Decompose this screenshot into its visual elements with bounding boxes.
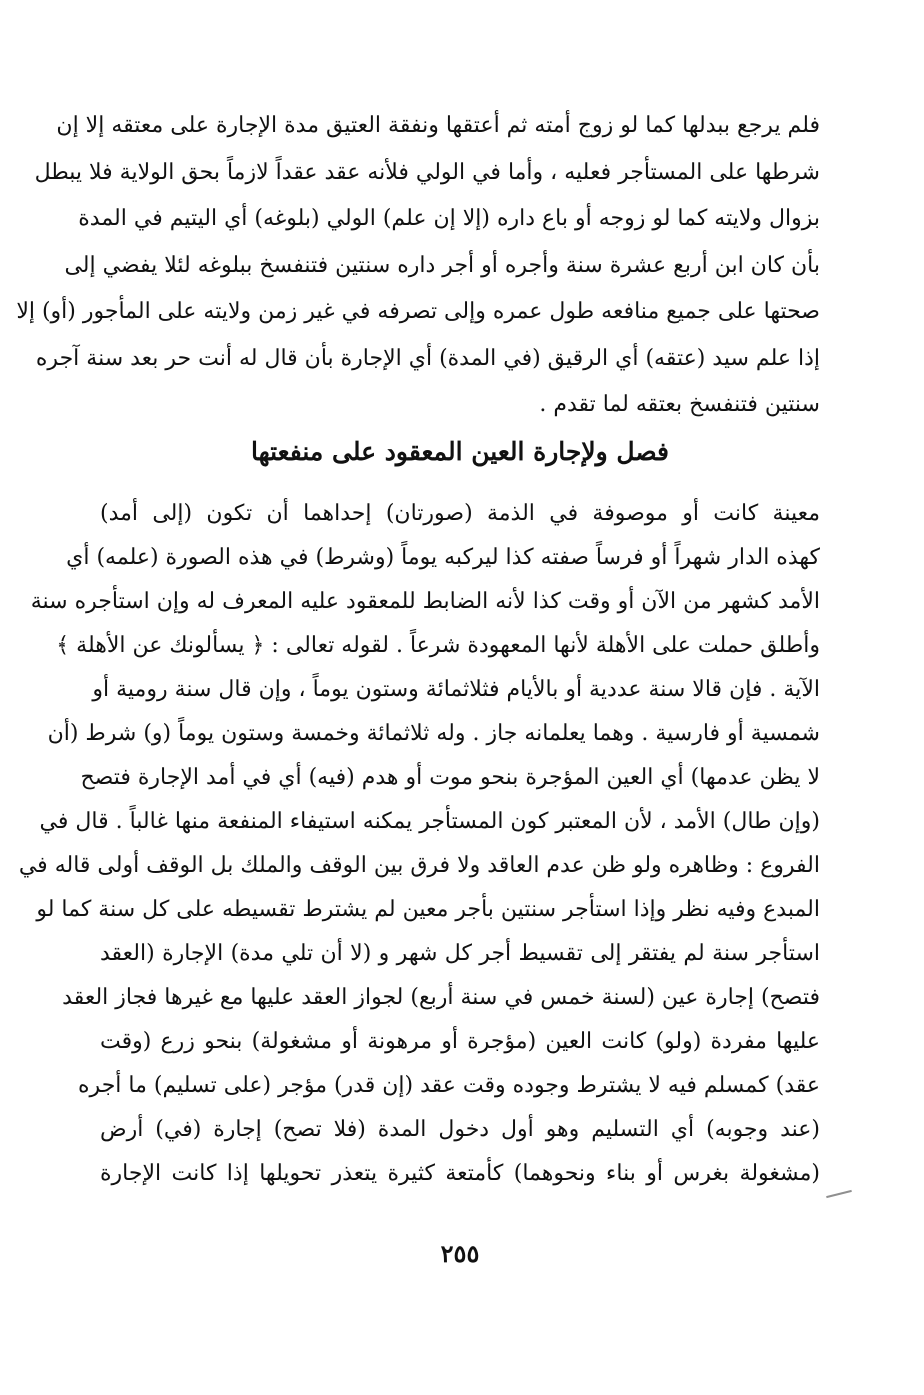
- text-line: وأطلق حملت على الأهلة لأنها المعهودة شرعاً . لقوله تعالى : ﴿ يسألونك عن الأهلة ﴾: [56, 633, 820, 658]
- text-line: معينة كانت أو موصوفة في الذمة (صورتان) إحداهما أن تكون (إلى أمد): [100, 501, 820, 526]
- page-number: ٢٥٥: [440, 1239, 480, 1268]
- text-line: صحتها على جميع منافعه طول عمره وإلى تصرفه في غير زمن ولايته على المأجور (أو) إلا: [16, 299, 820, 324]
- text-line: شرطها على المستأجر فعليه ، وأما في الولي فلأنه عقد عقداً لازماً بحق الولاية فلا يبطل: [34, 160, 820, 185]
- section-heading: فصل ولإجارة العين المعقود على منفعتها: [251, 437, 669, 466]
- text-line: (مشغولة بغرس أو بناء ونحوهما) كأمتعة كثيرة يتعذر تحويلها إذا كانت الإجارة: [100, 1161, 820, 1186]
- text-line: بأن كان ابن أربع عشرة سنة وأجره أو أجر داره سنتين فتنفسخ ببلوغه لئلا يفضي إلى: [64, 253, 820, 278]
- text-line: (وإن طال) الأمد ، لأن المعتبر كون المستأجر يمكنه استيفاء المنفعة منها غالباً . قال في: [39, 809, 820, 834]
- text-line: كهذه الدار شهراً أو فرساً صفته كذا ليركبه يوماً (وشرط) في هذه الصورة (علمه) أي: [66, 545, 820, 570]
- text-line: فتصح) إجارة عين (لسنة خمس في سنة أربع) لجواز العقد عليها مع غيرها فجاز العقد: [62, 985, 820, 1010]
- text-line: (عند وجوبه) أي التسليم وهو أول دخول المدة (فلا تصح) إجارة (في) أرض: [100, 1117, 820, 1142]
- text-line: شمسية أو فارسية . وهما يعلمانه جاز . وله ثلاثمائة وخمسة وستون يوماً (و) شرط (أن: [47, 721, 820, 746]
- text-line: سنتين فتنفسخ بعتقه لما تقدم .: [539, 392, 820, 417]
- text-line: لا يظن عدمها) أي العين المؤجرة بنحو موت أو هدم (فيه) أي في أمد الإجارة فتصح: [80, 765, 820, 790]
- text-line: عليها مفردة (ولو) كانت العين (مؤجرة أو مرهونة أو مشغولة) بنحو زرع (وقت: [100, 1029, 820, 1054]
- text-line: المبدع وفيه نظر وإذا استأجر سنتين بأجر معين لم يشترط تقسيطه على كل سنة كما لو: [36, 897, 820, 922]
- text-line: عقد) كمسلم فيه لا يشترط وجوده وقت عقد (إن قدر) مؤجر (على تسليم) ما أجره: [78, 1073, 820, 1098]
- text-line: الآية . فإن قالا سنة عددية أو بالأيام فثلاثمائة وستون يوماً ، وإن قال سنة رومية أو: [92, 677, 820, 702]
- text-line: بزوال ولايته كما لو زوجه أو باع داره (إلا إن علم) الولي (بلوغه) أي اليتيم في المدة: [78, 206, 820, 231]
- text-line: إذا علم سيد (عتقه) أي الرقيق (في المدة) أي الإجارة بأن قال له أنت حر بعد سنة آجره: [35, 346, 820, 371]
- text-line: الأمد كشهر من الآن أو وقت كذا لأنه الضابط للمعقود عليه المعرف له وإن استأجره سنة: [30, 589, 820, 614]
- scan-mark: [826, 1190, 852, 1198]
- text-line: فلم يرجع ببدلها كما لو زوج أمته ثم أعتقها ونفقة العتيق مدة الإجارة على معتقه إلا إن: [56, 113, 820, 138]
- text-line: استأجر سنة لم يفتقر إلى تقسيط أجر كل شهر و (لا أن تلي مدة) الإجارة (العقد: [100, 941, 820, 966]
- text-line: الفروع : وظاهره ولو ظن عدم العاقد ولا فرق بين الوقف والملك بل الوقف أولى قاله في: [18, 853, 820, 878]
